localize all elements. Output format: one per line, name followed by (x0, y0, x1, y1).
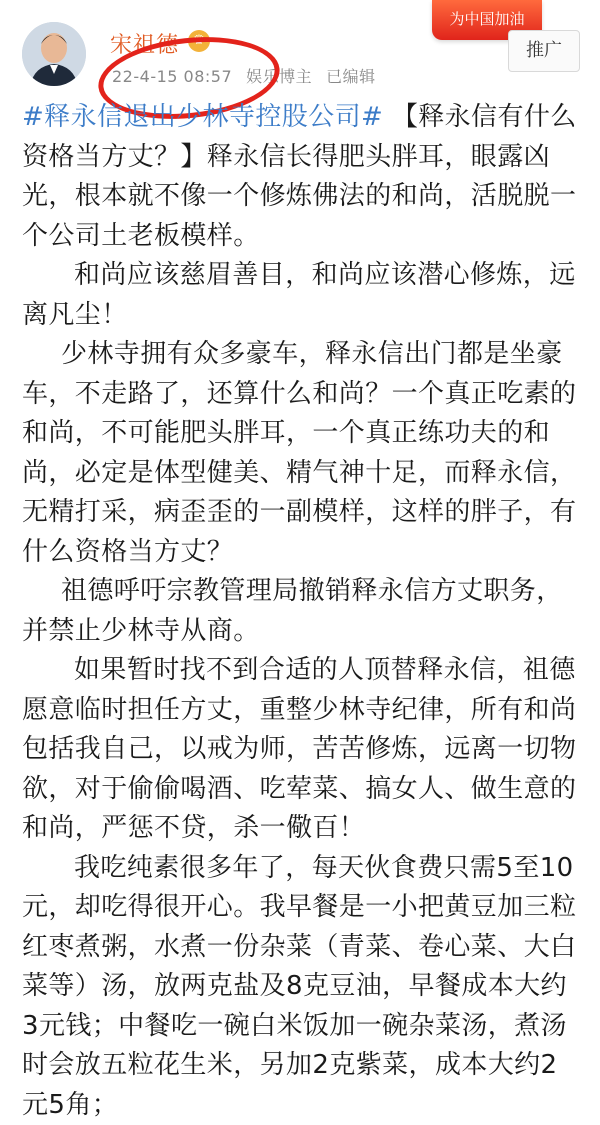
paragraph-6: 我吃纯素很多年了，每天伙食费只需5至10元，却吃得很开心。我早餐是一小把黄豆加三粒红枣煮粥，水煮一份杂菜（青菜、卷心菜、大白菜等）汤，放两克盐及8克豆油，早餐成本大约3元钱；中餐吃一碗白米饭加一碗杂菜汤，煮汤时会放五粒花生米，另加2克紫菜，成本大约2元5角； (22, 849, 582, 1125)
topic-link[interactable]: #释永信退出少林寺控股公司# (22, 102, 383, 132)
author-tag: 娱乐博主 (246, 67, 312, 86)
paragraph-4: 祖德呼吁宗教管理局撤销释永信方丈职务，并禁止少林寺从商。 (22, 572, 582, 651)
paragraph-3: 少林寺拥有众多豪车，释永信出门都是坐豪车，不走路了，还算什么和尚？一个真正吃素的和尚，不可能肥头胖耳，一个真正练功夫的和尚，必定是体型健美、精气神十足，而释永信，无精打采，病歪歪的一副模样，这样的胖子，有什么资格当方丈？ (22, 335, 582, 572)
crown-icon: ♛ (188, 30, 210, 52)
author-avatar[interactable] (22, 22, 86, 86)
edited-label[interactable]: 已编辑 (326, 67, 376, 86)
avatar-image (22, 22, 86, 86)
paragraph-2: 和尚应该慈眉善目，和尚应该潜心修炼，远离凡尘！ (22, 256, 582, 335)
author-name[interactable]: 宋祖德 (110, 28, 179, 59)
campaign-badge[interactable]: 为中国加油 (432, 0, 542, 40)
paragraph-1-text: 【释永信有什么资格当方丈？】释永信长得肥头胖耳，眼露凶光，根本就不像一个修炼佛法的和尚，活脱脱一个公司土老板模样。 (22, 102, 577, 251)
promote-button[interactable]: 推广 (508, 30, 580, 72)
paragraph-5: 如果暂时找不到合适的人顶替释永信，祖德愿意临时担任方丈，重整少林寺纪律，所有和尚包括我自己，以戒为师，苦苦修炼，远离一切物欲，对于偷偷喝酒、吃荤菜、搞女人、做生意的和尚，严惩不贷，杀一儆百！ (22, 651, 582, 849)
post-header (0, 0, 600, 96)
post-body (22, 98, 582, 1125)
paragraph-1 (22, 98, 582, 256)
post-time[interactable]: 22-4-15 08:57 (112, 67, 232, 86)
